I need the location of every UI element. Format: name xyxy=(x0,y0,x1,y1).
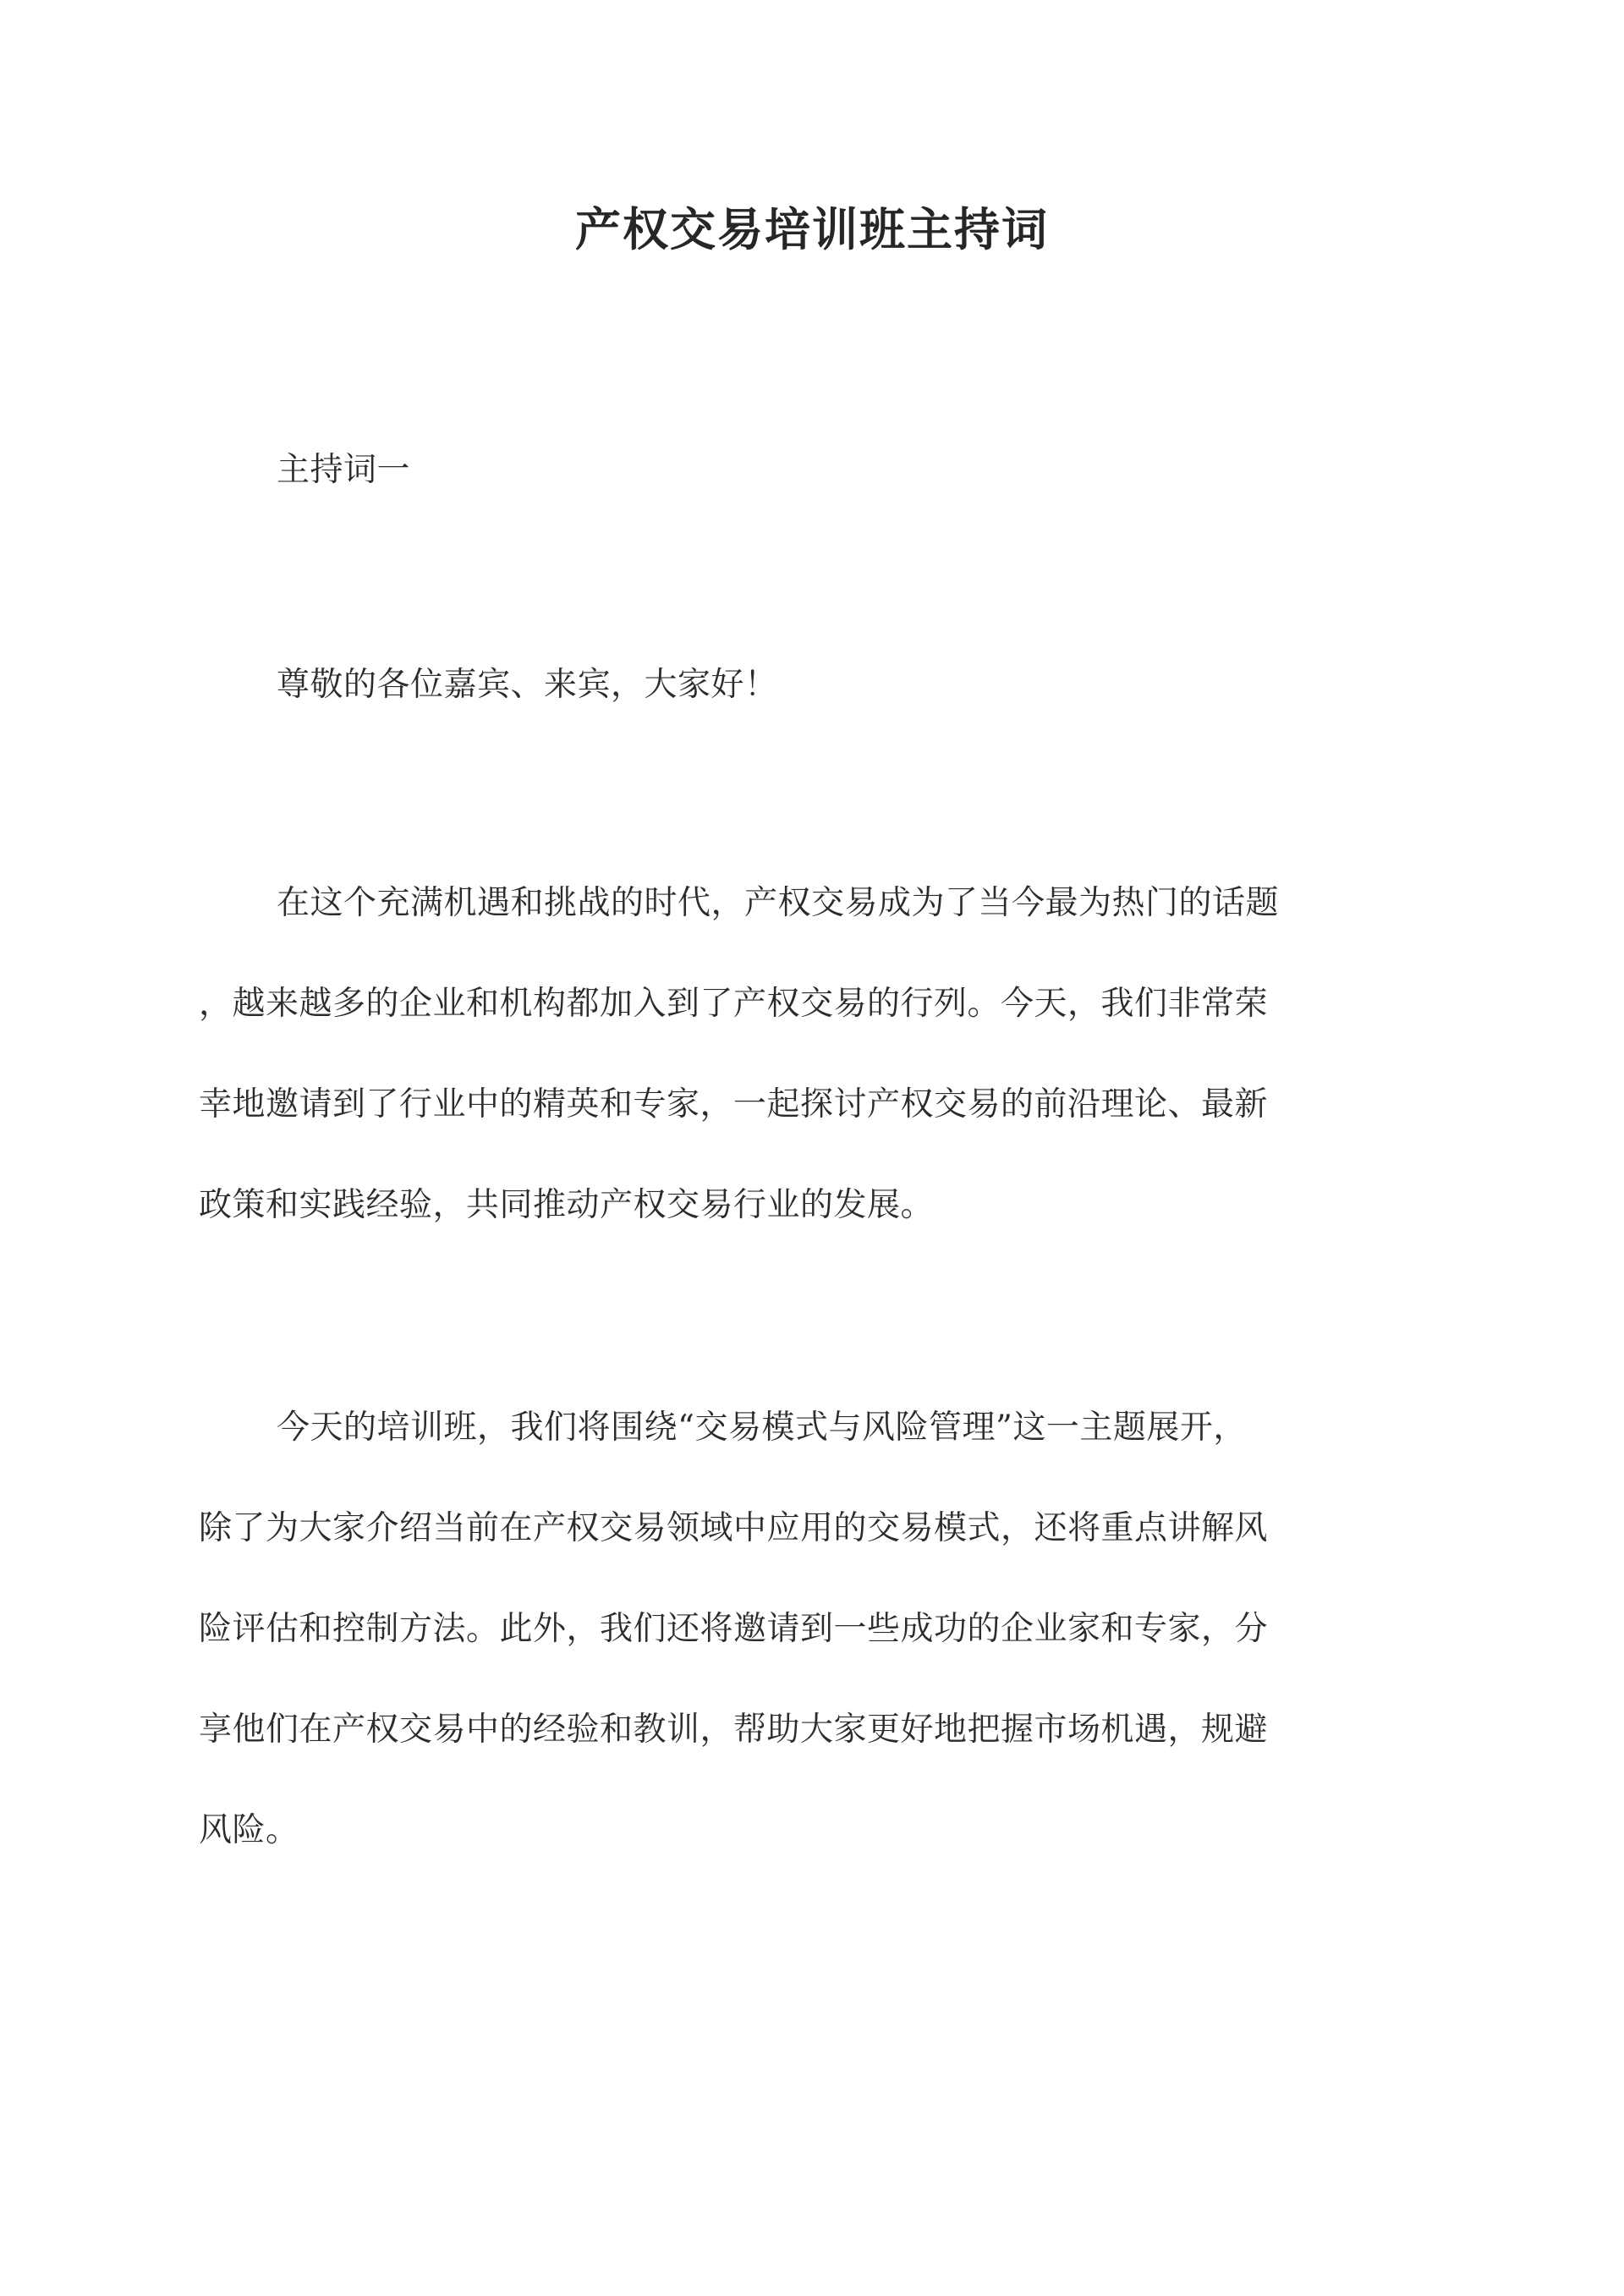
paragraph-line: 今天的培训班，我们将围绕“交易模式与风险管理”这一主题展开， xyxy=(277,1409,1247,1447)
document-title: 产权交易培训班主持词 xyxy=(575,202,1049,256)
paragraph-line: 政策和实践经验，共同推动产权交易行业的发展。 xyxy=(199,1186,935,1224)
paragraph-topic xyxy=(199,1377,1425,1881)
section-heading: 主持词一 xyxy=(277,451,411,489)
paragraph-line: 享他们在产权交易中的经验和教训，帮助大家更好地把握市场机遇，规避 xyxy=(199,1711,1269,1749)
paragraph-line: 幸地邀请到了行业中的精英和专家，一起探讨产权交易的前沿理论、最新 xyxy=(199,1085,1269,1123)
paragraph-line: 在这个充满机遇和挑战的时代，产权交易成为了当今最为热门的话题 xyxy=(277,884,1280,922)
paragraph-intro xyxy=(199,853,1425,1255)
greeting-line: 尊敬的各位嘉宾、来宾，大家好！ xyxy=(277,666,778,704)
paragraph-line: 险评估和控制方法。此外，我们还将邀请到一些成功的企业家和专家，分 xyxy=(199,1610,1269,1648)
paragraph-line: ，越来越多的企业和机构都加入到了产权交易的行列。今天，我们非常荣 xyxy=(199,985,1269,1023)
paragraph-line: 除了为大家介绍当前在产权交易领域中应用的交易模式，还将重点讲解风 xyxy=(199,1509,1269,1547)
paragraph-line: 风险。 xyxy=(199,1811,299,1849)
